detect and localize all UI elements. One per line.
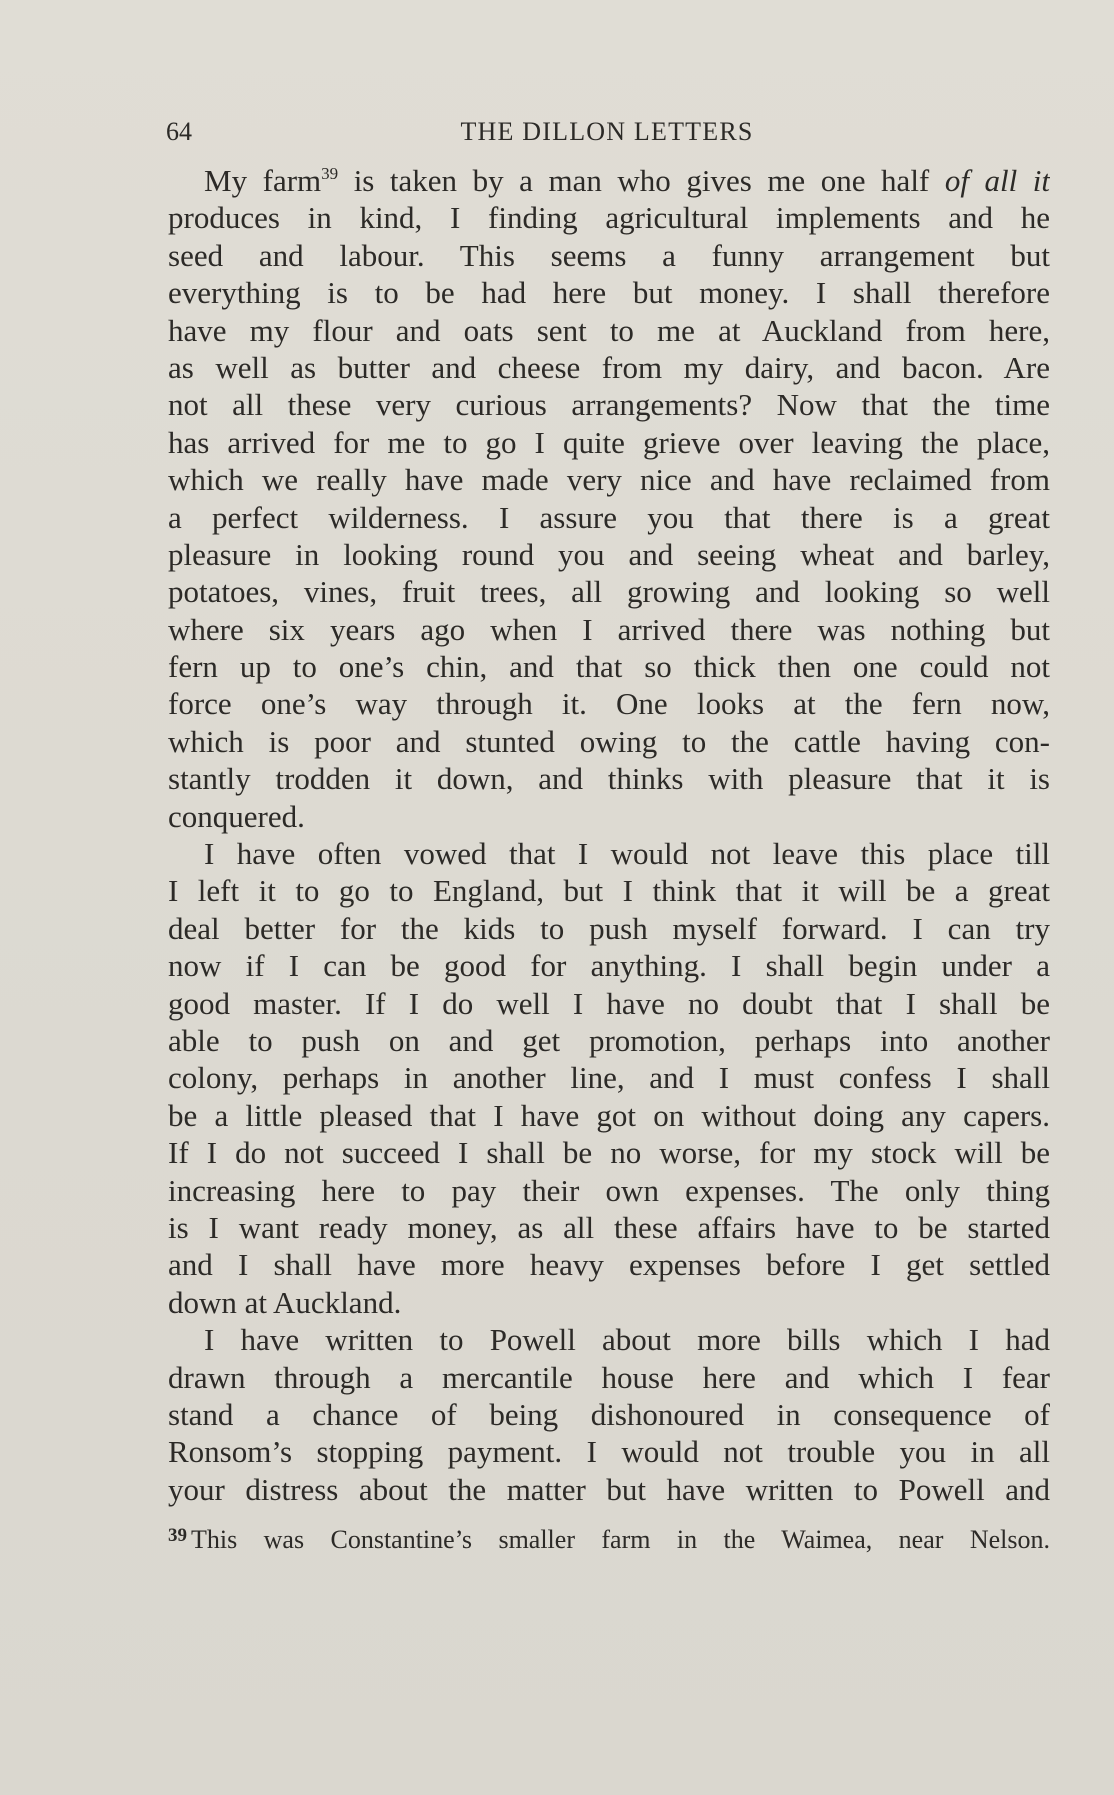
text-line: good master. If I do well I have no doubt that I shall be bbox=[168, 985, 1050, 1021]
footnote-text: This was Constantine’s smaller farm in the Waimea, near Nelson. bbox=[191, 1525, 1050, 1554]
text-line: which we really have made very nice and have reclaimed from bbox=[168, 462, 1050, 498]
text-line: I left it to go to England, but I think that it will be a great bbox=[168, 873, 1050, 909]
text-line: seed and labour. This seems a funny arrangement but bbox=[168, 237, 1050, 273]
text-line: now if I can be good for anything. I shall begin under a bbox=[168, 948, 1050, 984]
text-line: a perfect wilderness. I assure you that there is a great bbox=[168, 499, 1050, 535]
text-line: pleasure in looking round you and seeing wheat and barley, bbox=[168, 536, 1050, 572]
running-head bbox=[166, 112, 1048, 152]
text-line: produces in kind, I finding agricultural implements and he bbox=[168, 200, 1050, 236]
text-line: Ronsom’s stopping payment. I would not trouble you in all bbox=[168, 1434, 1050, 1470]
text-line: colony, perhaps in another line, and I must confess I shall bbox=[168, 1060, 1050, 1096]
text-line: fern up to one’s chin, and that so thick then one could not bbox=[168, 649, 1050, 685]
paragraph-3-line-1: I have written to Powell about more bills which I had bbox=[204, 1322, 1050, 1358]
text-line: has arrived for me to go I quite grieve over leaving the place, bbox=[168, 424, 1050, 460]
footnote-reference: 39 bbox=[321, 164, 339, 183]
text-line: and I shall have more heavy expenses before I get settled bbox=[168, 1247, 1050, 1283]
text-line: which is poor and stunted owing to the cattle having con- bbox=[168, 723, 1050, 759]
text-line: potatoes, vines, fruit trees, all growing and looking so well bbox=[168, 574, 1050, 610]
text-line: deal better for the kids to push myself forward. I can try bbox=[168, 910, 1050, 946]
text-line: your distress about the matter but have written to Powell and bbox=[168, 1471, 1050, 1507]
text-line: as well as butter and cheese from my dairy, and bacon. Are bbox=[168, 349, 1050, 385]
paragraph-1-line-1: My farm$^{39}$ is taken by a man who gives me one half of all it bbox=[204, 163, 1050, 198]
footnote bbox=[168, 1518, 1050, 1558]
text-line: drawn through a mercantile house here and which I fear bbox=[168, 1359, 1050, 1395]
text-line: have my flour and oats sent to me at Auckland from here, bbox=[168, 312, 1050, 348]
text-line: able to push on and get promotion, perhaps into another bbox=[168, 1022, 1050, 1058]
running-title: THE DILLON LETTERS bbox=[460, 117, 754, 146]
text-line: down at Auckland. bbox=[168, 1284, 402, 1320]
text-line: is I want ready money, as all these affairs have to be started bbox=[168, 1209, 1050, 1245]
text-line: stantly trodden it down, and thinks with pleasure that it is bbox=[168, 761, 1050, 797]
page-number: 64 bbox=[166, 117, 192, 146]
footnote-number: 39 bbox=[168, 1525, 187, 1546]
text-line: stand a chance of being dishonoured in consequence of bbox=[168, 1396, 1050, 1432]
text-line: not all these very curious arrangements? Now that the time bbox=[168, 387, 1050, 423]
text-line: where six years ago when I arrived there was nothing but bbox=[168, 611, 1050, 647]
text-line: be a little pleased that I have got on without doing any capers. bbox=[168, 1097, 1050, 1133]
text-line: everything is to be had here but money. I shall therefore bbox=[168, 275, 1050, 311]
text-line: force one’s way through it. One looks at the fern now, bbox=[168, 686, 1050, 722]
text-line: increasing here to pay their own expenses. The only thing bbox=[168, 1172, 1050, 1208]
paragraph-2-line-1: I have often vowed that I would not leave this place till bbox=[204, 836, 1050, 872]
text-line: conquered. bbox=[168, 798, 305, 834]
text-line: If I do not succeed I shall be no worse, for my stock will be bbox=[168, 1135, 1050, 1171]
body-text bbox=[168, 162, 1050, 1508]
